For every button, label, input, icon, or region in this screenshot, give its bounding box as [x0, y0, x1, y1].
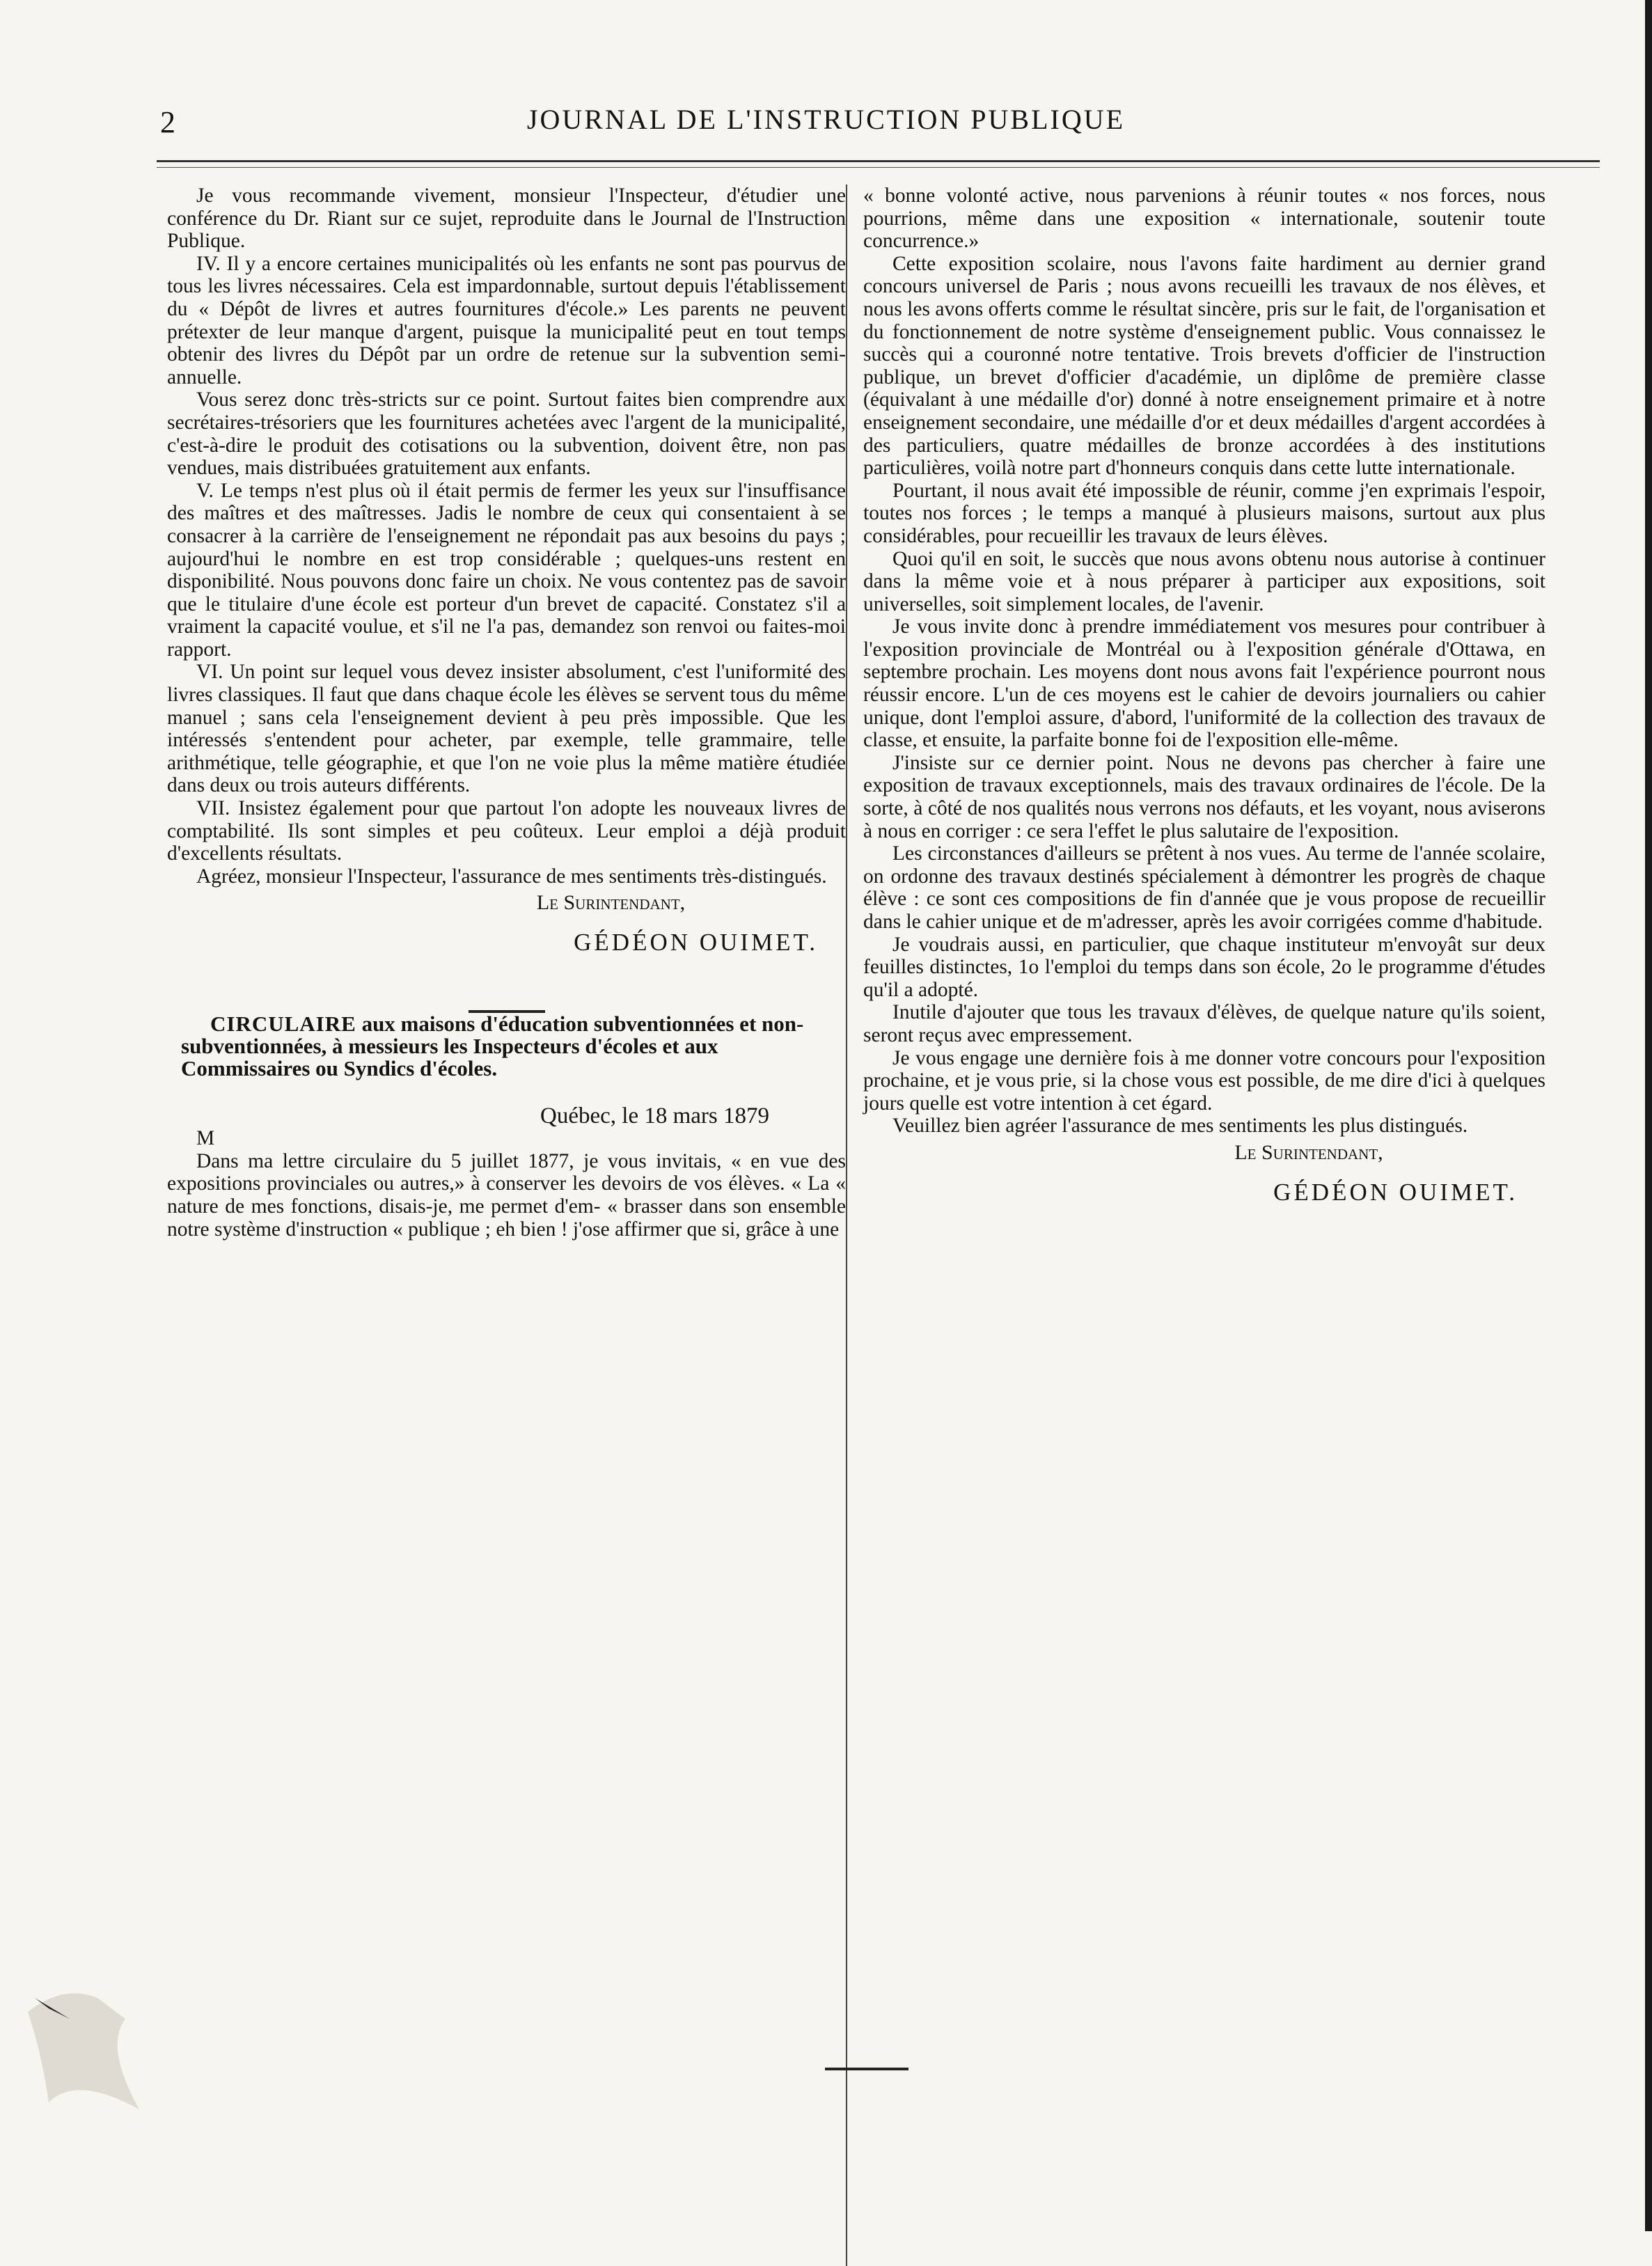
- paragraph: Je vous invite donc à prendre immédiatement vos mesures pour contribuer à l'exposition provinciale de Montréal ou à l'exposition générale d'Ottawa, en septembre prochain. Les moyens dont nous avons fait l'expérience pourront nous réussir encore. L'un de ces moyens est le cahier de devoirs journaliers ou cahier unique, dont l'emploi assure, d'abord, l'uniformité de la collection des travaux de classe, et ensuite, la parfaite bonne foi de l'exposition elle-même.: [863, 615, 1545, 752]
- paragraph: Dans ma lettre circulaire du 5 juillet 1877, je vous invitais, « en vue des expositions provinciales ou autres,» à conserver les devoirs de vos élèves. « La « nature de mes fonctions, disais-je, me permet d'em- « brasser dans son ensemble notre système d'instruction « publique ; eh bien ! j'ose affirmer que si, grâce à une: [167, 1149, 846, 1241]
- paragraph: VII. Insistez également pour que partout l'on adopte les nouveaux livres de comptabilité. Ils sont simples et peu coûteux. Leur emploi a déjà produit d'excellents résultats.: [167, 797, 846, 865]
- paragraph: V. Le temps n'est plus où il était permis de fermer les yeux sur l'insuffisance des maîtres et des maîtresses. Jadis le nombre de ceux qui consentaient à se consacrer à la carrière de l'enseignement ne répondait pas aux besoins du pays ; aujourd'hui le nombre en est trop considérable ; quelques-uns restent en disponibilité. Nous pouvons donc faire un choix. Ne vous contentez pas de savoir que le titulaire d'une école est porteur d'un brevet de capacité. Constatez s'il a vraiment la capacité voulue, et s'il ne l'a pas, demandez son renvoi ou faites-moi rapport.: [167, 479, 846, 661]
- end-rule: [825, 2068, 908, 2070]
- circular-heading-lead: CIRCULAIRE: [210, 1011, 356, 1036]
- paragraph: Quoi qu'il en soit, le succès que nous avons obtenu nous autorise à continuer dans la même voie et à nous préparer à participer aux expositions, soit universelles, soit simplement locales, de l'avenir.: [863, 547, 1545, 615]
- signature-title: Le Surintendant,: [536, 891, 686, 915]
- header-rule-thin: [157, 167, 1600, 168]
- paragraph: Les circonstances d'ailleurs se prêtent à nos vues. Au terme de l'année scolaire, on ordonne des travaux destinés spécialement à démontrer les progrès de chaque élève : ce sont ces compositions de fin d'année que je vous propose de recueillir dans le cahier unique et de m'adresser, après les avoir corrigées comme d'habitude.: [863, 842, 1545, 933]
- ink-smudge: [21, 1970, 174, 2123]
- page-number: 2: [160, 105, 175, 139]
- right-column: [863, 184, 1545, 1204]
- running-title: JOURNAL DE L'INSTRUCTION PUBLIQUE: [526, 104, 1126, 135]
- paragraph: Je vous engage une dernière fois à me donner votre concours pour l'exposition prochaine, et je vous prie, si la chose vous est possible, de me dire d'ici à quelques jours quelle est votre intention à cet égard.: [863, 1046, 1545, 1115]
- paragraph: Je vous recommande vivement, monsieur l'Inspecteur, d'étudier une conférence du Dr. Riant sur ce sujet, reproduite dans le Journal de l'Instruction Publique.: [167, 184, 846, 253]
- header-rule: [157, 160, 1600, 162]
- circular-heading-rest: aux maisons d'éducation subventionnées et non-subventionnées, à messieurs les Inspecteurs d'écoles et aux Commissaires ou Syndics d'écoles.: [181, 1011, 804, 1080]
- signature-name: GÉDÉON OUIMET.: [1273, 1178, 1518, 1206]
- paragraph: J'insiste sur ce dernier point. Nous ne devons pas chercher à faire une exposition de travaux exceptionnels, mais des travaux ordinaires de l'école. De la sorte, à côté de nos qualités nous verrons nos défauts, et les voyant, nous aviserons à nous en corriger : ce sera l'effet le plus salutaire de l'exposition.: [863, 751, 1545, 842]
- salutation: M: [196, 1127, 215, 1150]
- paragraph: Pourtant, il nous avait été impossible de réunir, comme j'en exprimais l'espoir, toutes nos forces ; le temps a manqué à plusieurs maisons, surtout aux plus considérables, pour recueillir les travaux de leurs élèves.: [863, 479, 1545, 547]
- paragraph: Inutile d'ajouter que tous les travaux d'élèves, de quelque nature qu'ils soient, seront reçus avec empressement.: [863, 1001, 1545, 1046]
- left-column: [167, 184, 846, 1241]
- paragraph: Je voudrais aussi, en particulier, que chaque instituteur m'envoyât sur deux feuilles distinctes, 1o l'emploi du temps dans son école, 2o le programme d'études qu'il a adopté.: [863, 933, 1545, 1001]
- paragraph: IV. Il y a encore certaines municipalités où les enfants ne sont pas pourvus de tous les livres nécessaires. Cela est impardonnable, surtout depuis l'établissement du « Dépôt de livres et autres fournitures d'école.» Les parents ne peuvent prétexter de leur manque d'argent, puisque la municipalité peut en tout temps obtenir des livres du Dépôt par un ordre de retenue sur la subvention semi-annuelle.: [167, 252, 846, 388]
- column-divider: [846, 184, 847, 2266]
- circular-heading: [167, 1013, 846, 1080]
- paragraph: Cette exposition scolaire, nous l'avons faite hardiment au dernier grand concours universel de Paris ; nous avons recueilli les travaux de nos élèves, et nous les avons offerts comme le résultat sincère, pris sur le fait, de l'organisation et du fonctionnement de notre système d'enseignement public. Vous connaissez le succès qui a couronné notre tentative. Trois brevets d'officier de l'instruction publique, un brevet d'officier d'académie, un diplôme de première classe (équivalant à une médaille d'or) donné à notre enseignement primaire et à notre enseignement secondaire, une médaille d'or et deux médailles d'argent accordées à des particuliers, quatre médailles de bronze accordées à des institutions particulières, voilà notre part d'honneurs conquis dans cette lutte internationale.: [863, 252, 1545, 480]
- paragraph: « bonne volonté active, nous parvenions à réunir toutes « nos forces, nous pourrions, même dans une exposition « internationale, soutenir toute concurrence.»: [863, 184, 1545, 253]
- paragraph: Vous serez donc très-stricts sur ce point. Surtout faites bien comprendre aux secrétaires-trésoriers que les fournitures achetées avec l'argent de la municipalité, c'est-à-dire le produit des cotisations ou la subvention, doivent être, non pas vendues, mais distribuées gratuitement aux enfants.: [167, 388, 846, 480]
- circular-date: Québec, le 18 mars 1879: [540, 1103, 769, 1128]
- signature-name: GÉDÉON OUIMET.: [574, 929, 818, 956]
- page-edge: [1645, 0, 1652, 2231]
- signature-title: Le Surintendant,: [1234, 1140, 1383, 1164]
- paragraph: VI. Un point sur lequel vous devez insister absolument, c'est l'uniformité des livres classiques. Il faut que dans chaque école les élèves se servent tous du même manuel ; sans cela l'enseignement devient à peu près impossible. Que les intéressés s'entendent pour acheter, par exemple, telle grammaire, telle arithmétique, telle géographie, et que l'on ne voie plus la même matière étudiée dans deux ou trois auteurs différents.: [167, 661, 846, 797]
- paragraph: Agréez, monsieur l'Inspecteur, l'assurance de mes sentiments très-distingués.: [196, 865, 827, 888]
- paragraph: Veuillez bien agréer l'assurance de mes sentiments les plus distingués.: [892, 1115, 1468, 1138]
